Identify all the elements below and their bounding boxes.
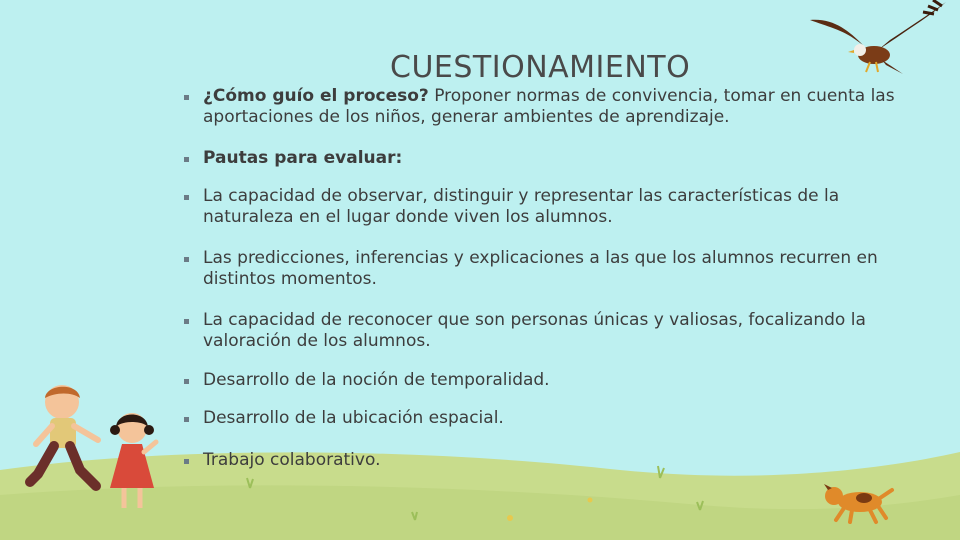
bullet-item [180, 408, 910, 429]
square-bullet-icon [184, 379, 189, 384]
bullet-item [180, 148, 910, 169]
bullet-item [180, 248, 910, 290]
dog-running-illustration [820, 480, 895, 525]
eagle-illustration [808, 0, 953, 82]
bullet-item [180, 310, 910, 352]
bullet-item [180, 186, 910, 228]
square-bullet-icon [184, 195, 189, 200]
bullet-text: Las predicciones, inferencias y explicaciones a las que los alumnos recurren en distintos momentos. [203, 248, 878, 289]
girl-illustration [102, 408, 162, 512]
bullet-text: Proponer normas de convivencia, tomar en cuenta las aportaciones de los niños, generar ambientes de aprendizaje. [203, 86, 895, 127]
square-bullet-icon [184, 459, 189, 464]
bullet-item [180, 370, 910, 391]
square-bullet-icon [184, 257, 189, 262]
bullet-text: La capacidad de observar, distinguir y representar las características de la naturaleza en el lugar donde viven los alumnos. [203, 186, 840, 227]
bullet-text: Trabajo colaborativo. [203, 450, 381, 470]
bullet-text: La capacidad de reconocer que son personas únicas y valiosas, focalizando la valoración de los alumnos. [203, 310, 866, 351]
square-bullet-icon [184, 95, 189, 100]
bullet-item [180, 450, 910, 471]
bullet-item [180, 86, 910, 128]
square-bullet-icon [184, 417, 189, 422]
bullet-text: Desarrollo de la ubicación espacial. [203, 408, 504, 428]
bullet-bold-text: Pautas para evaluar: [203, 148, 403, 168]
square-bullet-icon [184, 319, 189, 324]
slide-title: CUESTIONAMIENTO [390, 50, 691, 86]
square-bullet-icon [184, 157, 189, 162]
bullet-bold-text: ¿Cómo guío el proceso? [203, 86, 429, 106]
boy-running-illustration [20, 382, 105, 494]
bullet-text: Desarrollo de la noción de temporalidad. [203, 370, 550, 390]
